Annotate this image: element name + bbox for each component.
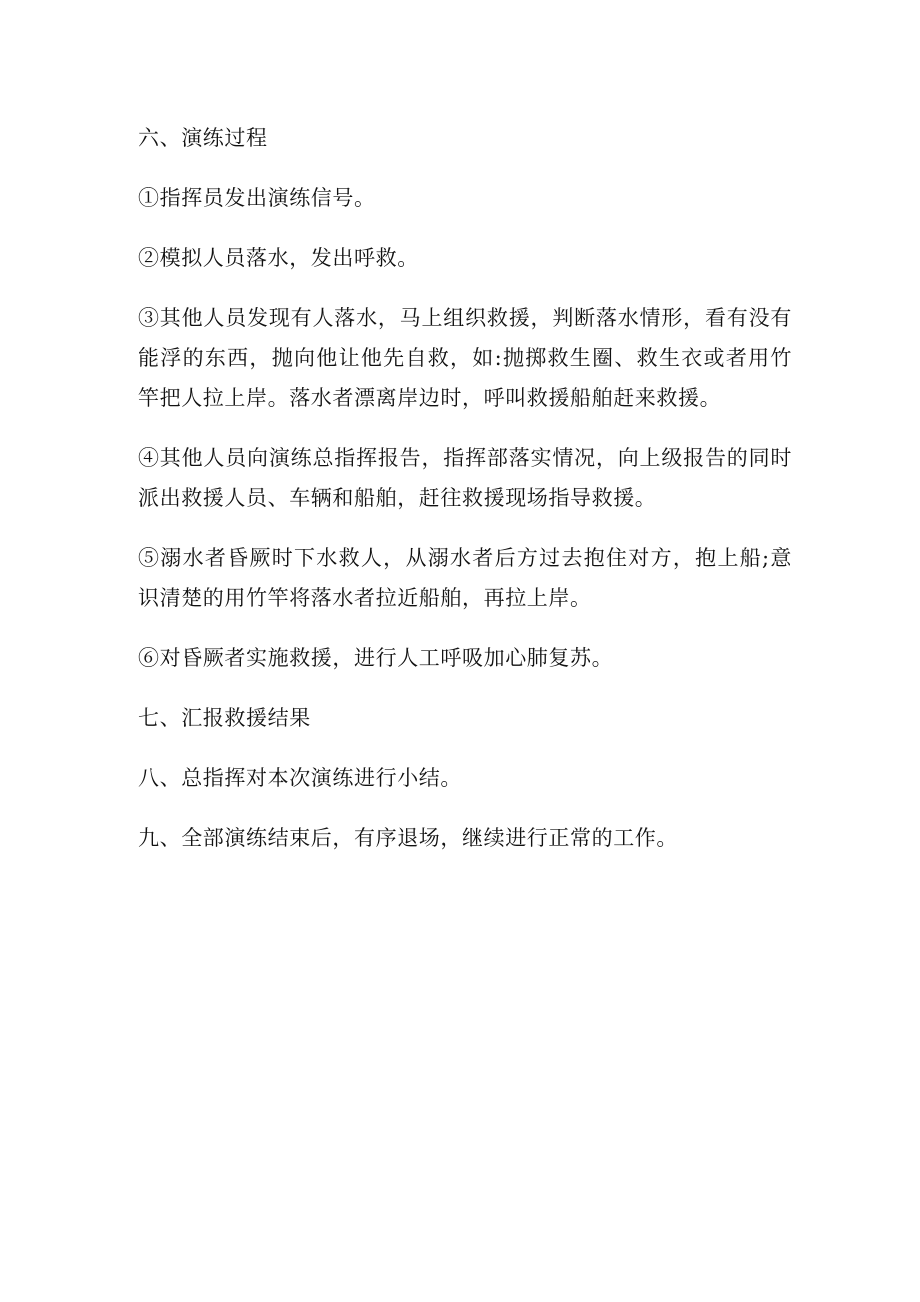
step-2-simulate-fall: ②模拟人员落水，发出呼救。 [138,246,419,270]
step-3-rescue-organize: ③其他人员发现有人落水，马上组织救援，判断落水情形，看有没有能浮的东西，抛向他让他先自救，如:抛掷救生圈、救生衣或者用竹竿把人拉上岸。落水者漂离岸边时，呼叫救援船舶赶来救援。 [138,306,792,410]
step-5-water-rescue: ⑤溺水者昏厥时下水救人，从溺水者后方过去抱住对方，抱上船;意识清楚的用竹竿将落水者拉近船舶，再拉上岸。 [138,546,792,610]
step-6-cpr: ⑥对昏厥者实施救援，进行人工呼吸加心肺复苏。 [138,646,614,670]
section-heading-summary: 八、总指挥对本次演练进行小结。 [138,766,462,790]
step-1-signal: ①指挥员发出演练信号。 [138,186,376,210]
section-heading-conclusion: 九、全部演练结束后，有序退场，继续进行正常的工作。 [138,826,678,850]
section-heading-drill-process: 六、演练过程 [138,126,268,150]
step-4-report: ④其他人员向演练总指挥报告，指挥部落实情况，向上级报告的同时派出救援人员、车辆和船舶，赶往救援现场指导救援。 [138,446,792,510]
section-heading-report-results: 七、汇报救援结果 [138,706,311,730]
